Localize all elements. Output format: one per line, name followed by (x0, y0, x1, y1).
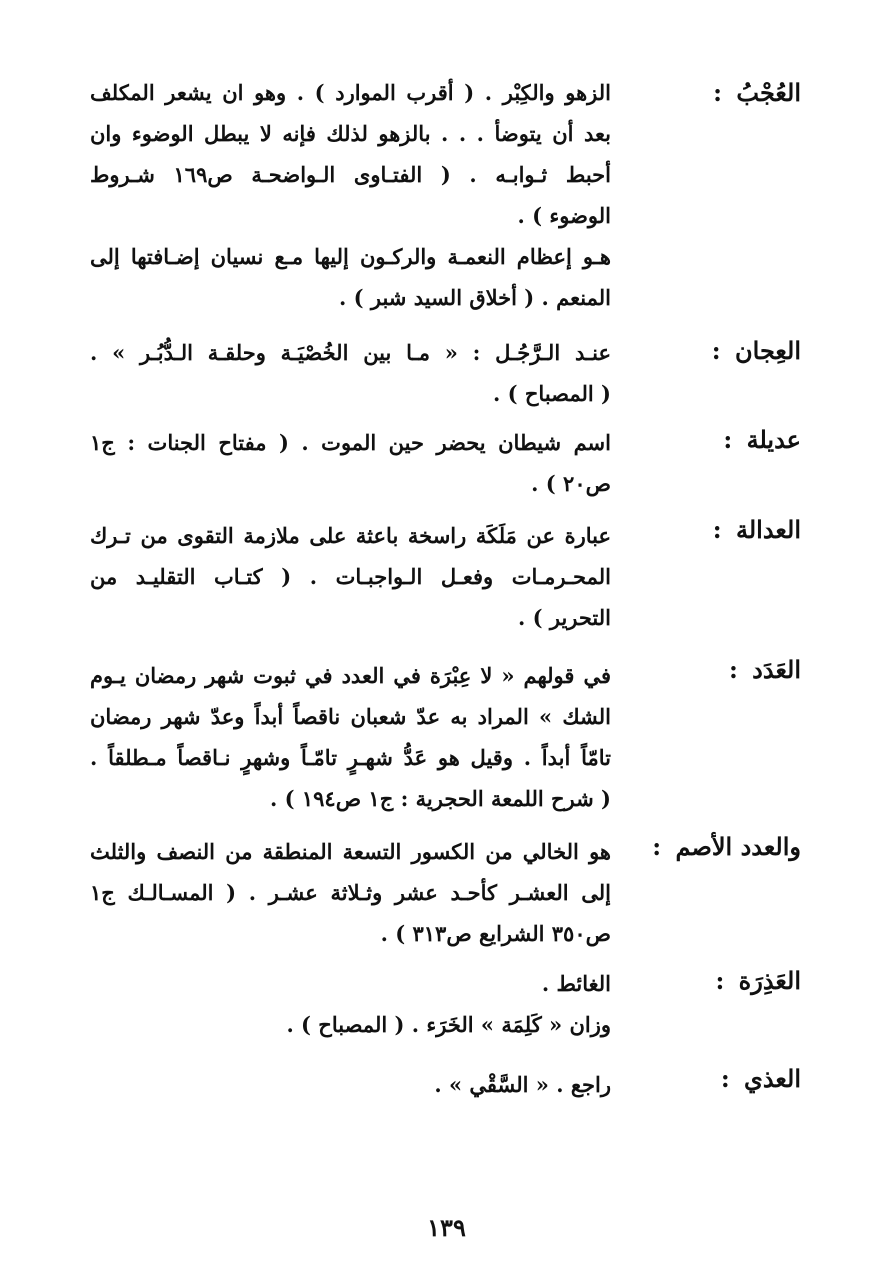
entry-term: العِجان : (711, 336, 801, 365)
definition-line: عنـد الـرَّجُـل : « مـا بين الخُصْيَـة وحلقـة الـدُّبُـر » . (90, 340, 611, 365)
definition-line: الشك » المراد به عدّ شعبان ناقصاً أبداً وعدّ شهر رمضان (90, 704, 611, 729)
entry-definition (90, 963, 611, 1045)
definition-line: ص٢٠ ) . (531, 471, 611, 496)
entry-term: العُجْبُ : (713, 78, 801, 107)
definition-line: اسم شيطان يحضر حين الموت . ( مفتاح الجنات : ج١ (90, 430, 611, 455)
definition-line: بعد أن يتوضأ . . . بالزهو لذلك فإنه لا يبطل الوضوء وان (90, 121, 611, 146)
entry-al-adad (0, 655, 893, 811)
definition-line: المنعم . ( أخلاق السيد شبر ) . (339, 285, 611, 310)
definition-line: راجع . « السَّقْي » . (434, 1072, 611, 1097)
entry-al-adhira (0, 966, 893, 1037)
definition-line: هو الخالي من الكسور التسعة المنطقة من النصف والثلث (90, 839, 611, 864)
entry-term: عديلة : (723, 425, 801, 454)
entry-adila (0, 425, 893, 496)
entry-term: العَدَد : (728, 655, 801, 684)
definition-line: الزهو والكِبْر . ( أقرب الموارد ) . وهو ان يشعر المكلف (90, 80, 611, 105)
entry-term: العدالة : (712, 515, 801, 544)
definition-line: أحبط ثـوابـه . ( الفتـاوى الـواضحـة ص١٦٩ شـروط (90, 162, 611, 187)
entry-term: العَذِرَة : (715, 966, 801, 995)
definition-line: تامّاً أبداً . وقيل هو عَدُّ شهـرٍ تامّـاً وشهرٍ نـاقصاً مـطلقاً . (90, 745, 611, 770)
definition-line: إلى العشـر كأحـد عشر وثـلاثة عشـر . ( المسـالـك ج١ (90, 880, 611, 905)
entry-al-adala (0, 515, 893, 630)
definition-line: عبارة عن مَلَكَة راسخة باعثة على ملازمة التقوى من تـرك (90, 523, 611, 548)
definition-line: الوضوء ) . (517, 203, 611, 228)
definition-line: الغائط . (541, 971, 611, 996)
definition-line: ( شرح اللمعة الحجرية : ج١ ص١٩٤ ) . (270, 786, 611, 811)
entry-definition (90, 332, 611, 414)
definition-line: وزان « كَلِمَة » الخَرَء . ( المصباح ) . (286, 1012, 611, 1037)
entry-definition (90, 72, 611, 318)
page-number: ١٣٩ (427, 1213, 466, 1242)
entry-definition (90, 1064, 611, 1105)
entry-al-adhi (0, 1064, 893, 1097)
entry-term: العذي : (720, 1064, 801, 1093)
entry-term: والعدد الأصم : (652, 832, 801, 861)
entry-al-ujb (0, 78, 893, 310)
entry-al-adad-al-asamm (0, 832, 893, 946)
entry-definition (90, 831, 611, 954)
entry-definition (90, 655, 611, 819)
entry-al-ijan (0, 336, 893, 406)
definition-line: المحـرمـات وفعـل الـواجبـات . ( كتـاب التقليـد من (90, 564, 611, 589)
definition-line: ص٣٥٠ الشرايع ص٣١٣ ) . (380, 921, 611, 946)
definition-line: هـو إعظام النعمـة والركـون إليها مـع نسيان إضـافتها إلى (90, 244, 611, 269)
entry-definition (90, 422, 611, 504)
entry-definition (90, 515, 611, 638)
definition-line: التحرير ) . (517, 605, 611, 630)
definition-line: في قولهم « لا عِبْرَة في العدد في ثبوت شهر رمضان يـوم (90, 663, 611, 688)
definition-line: ( المصباح ) . (493, 381, 611, 406)
